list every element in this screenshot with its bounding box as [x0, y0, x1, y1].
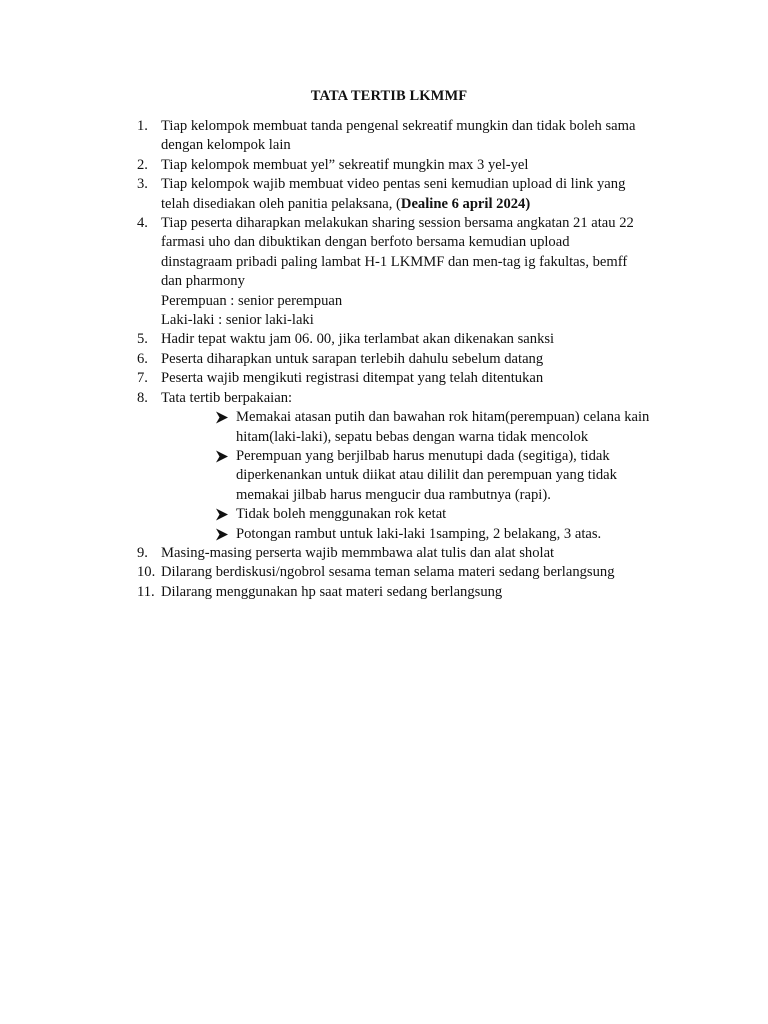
rule-number: 7. — [137, 370, 148, 387]
rule-number: 10. — [137, 564, 156, 581]
list-item — [0, 583, 701, 602]
arrowhead-bullet-icon — [215, 528, 229, 541]
dress-code-text-line: Memakai atasan putih dan bawahan rok hitam(perempuan) celana kain — [236, 409, 650, 426]
rule-text-line: Dilarang menggunakan hp saat materi sedang berlangsung — [161, 583, 503, 600]
list-item — [0, 156, 701, 175]
rule-text-line: dan pharmony — [161, 273, 245, 290]
list-item — [0, 389, 701, 544]
rule-text-line: Perempuan : senior perempuan — [161, 292, 343, 309]
rule-text-line: Hadir tepat waktu jam 06. 00, jika terlambat akan dikenakan sanksi — [161, 331, 555, 348]
list-item — [236, 447, 691, 505]
list-item — [236, 505, 691, 524]
rule-text-line: Tata tertib berpakaian: — [161, 389, 293, 406]
rule-text-segment: telah disediakan oleh panitia pelaksana, ( — [161, 195, 401, 212]
rule-number: 6. — [137, 350, 148, 367]
rule-number: 1. — [137, 118, 148, 134]
rule-number: 9. — [137, 544, 148, 561]
list-item — [0, 117, 701, 156]
dress-code-list — [236, 408, 691, 544]
rule-text-line — [161, 195, 701, 214]
rule-text-line: Tiap peserta diharapkan melakukan sharing session bersama angkatan 21 atau 22 — [161, 215, 634, 232]
rule-number: 4. — [137, 215, 148, 232]
rule-text-line: Tiap kelompok wajib membuat video pentas seni kemudian upload di link yang — [161, 176, 626, 193]
dress-code-text-line: Perempuan yang berjilbab harus menutupi dada (segitiga), tidak — [236, 447, 610, 464]
rule-text-line: Peserta wajib mengikuti registrasi ditempat yang telah ditentukan — [161, 370, 544, 387]
list-item — [0, 175, 701, 214]
rule-text-line: Laki-laki : senior laki-laki — [161, 312, 314, 329]
list-item — [0, 544, 701, 563]
rule-text-line: Masing-masing perserta wajib memmbawa alat tulis dan alat sholat — [161, 544, 555, 561]
rule-text-line: Tiap kelompok membuat yel” sekreatif mungkin max 3 yel-yel — [161, 156, 529, 173]
dress-code-text-line: Tidak boleh menggunakan rok ketat — [236, 506, 447, 523]
rule-text-line: Tiap kelompok membuat tanda pengenal sekreatif mungkin dan tidak boleh sama — [161, 118, 636, 134]
list-item — [0, 330, 701, 349]
rule-text-line: dengan kelompok lain — [161, 137, 291, 154]
arrowhead-bullet-icon — [215, 508, 229, 521]
arrowhead-bullet-icon — [215, 411, 229, 424]
list-item — [0, 350, 701, 369]
dress-code-text-line: Potongan rambut untuk laki-laki 1samping, 2 belakang, 3 atas. — [236, 525, 602, 542]
rule-number: 2. — [137, 156, 148, 173]
dress-code-text-line: diperkenankan untuk diikat atau dililit dan perempuan yang tidak — [236, 467, 617, 484]
deadline-text: Dealine 6 april 2024) — [400, 195, 531, 212]
rules-list — [0, 117, 768, 602]
rule-number: 3. — [137, 176, 148, 193]
rule-number: 5. — [137, 331, 148, 348]
dress-code-text-line: hitam(laki-laki), sepatu bebas dengan warna tidak mencolok — [236, 428, 589, 445]
arrowhead-bullet-icon — [215, 450, 229, 463]
rule-text-line: dinstagraam pribadi paling lambat H-1 LKMMF dan men-tag ig fakultas, bemff — [161, 253, 628, 270]
rule-text-line: Dilarang berdiskusi/ngobrol sesama teman selama materi sedang berlangsung — [161, 564, 615, 581]
list-item — [0, 563, 701, 582]
list-item — [236, 408, 691, 447]
rule-text-line: Peserta diharapkan untuk sarapan terlebih dahulu sebelum datang — [161, 350, 544, 367]
list-item — [236, 525, 691, 544]
document-title: TATA TERTIB LKMMF — [310, 88, 468, 104]
rule-number: 11. — [137, 583, 155, 600]
rule-number: 8. — [137, 389, 148, 406]
list-item — [0, 369, 701, 388]
rule-text-line: farmasi uho dan dibuktikan dengan berfoto bersama kemudian upload — [161, 234, 570, 251]
list-item — [0, 214, 701, 330]
dress-code-text-line: memakai jilbab harus mengucir dua rambutnya (rapi). — [236, 486, 551, 503]
